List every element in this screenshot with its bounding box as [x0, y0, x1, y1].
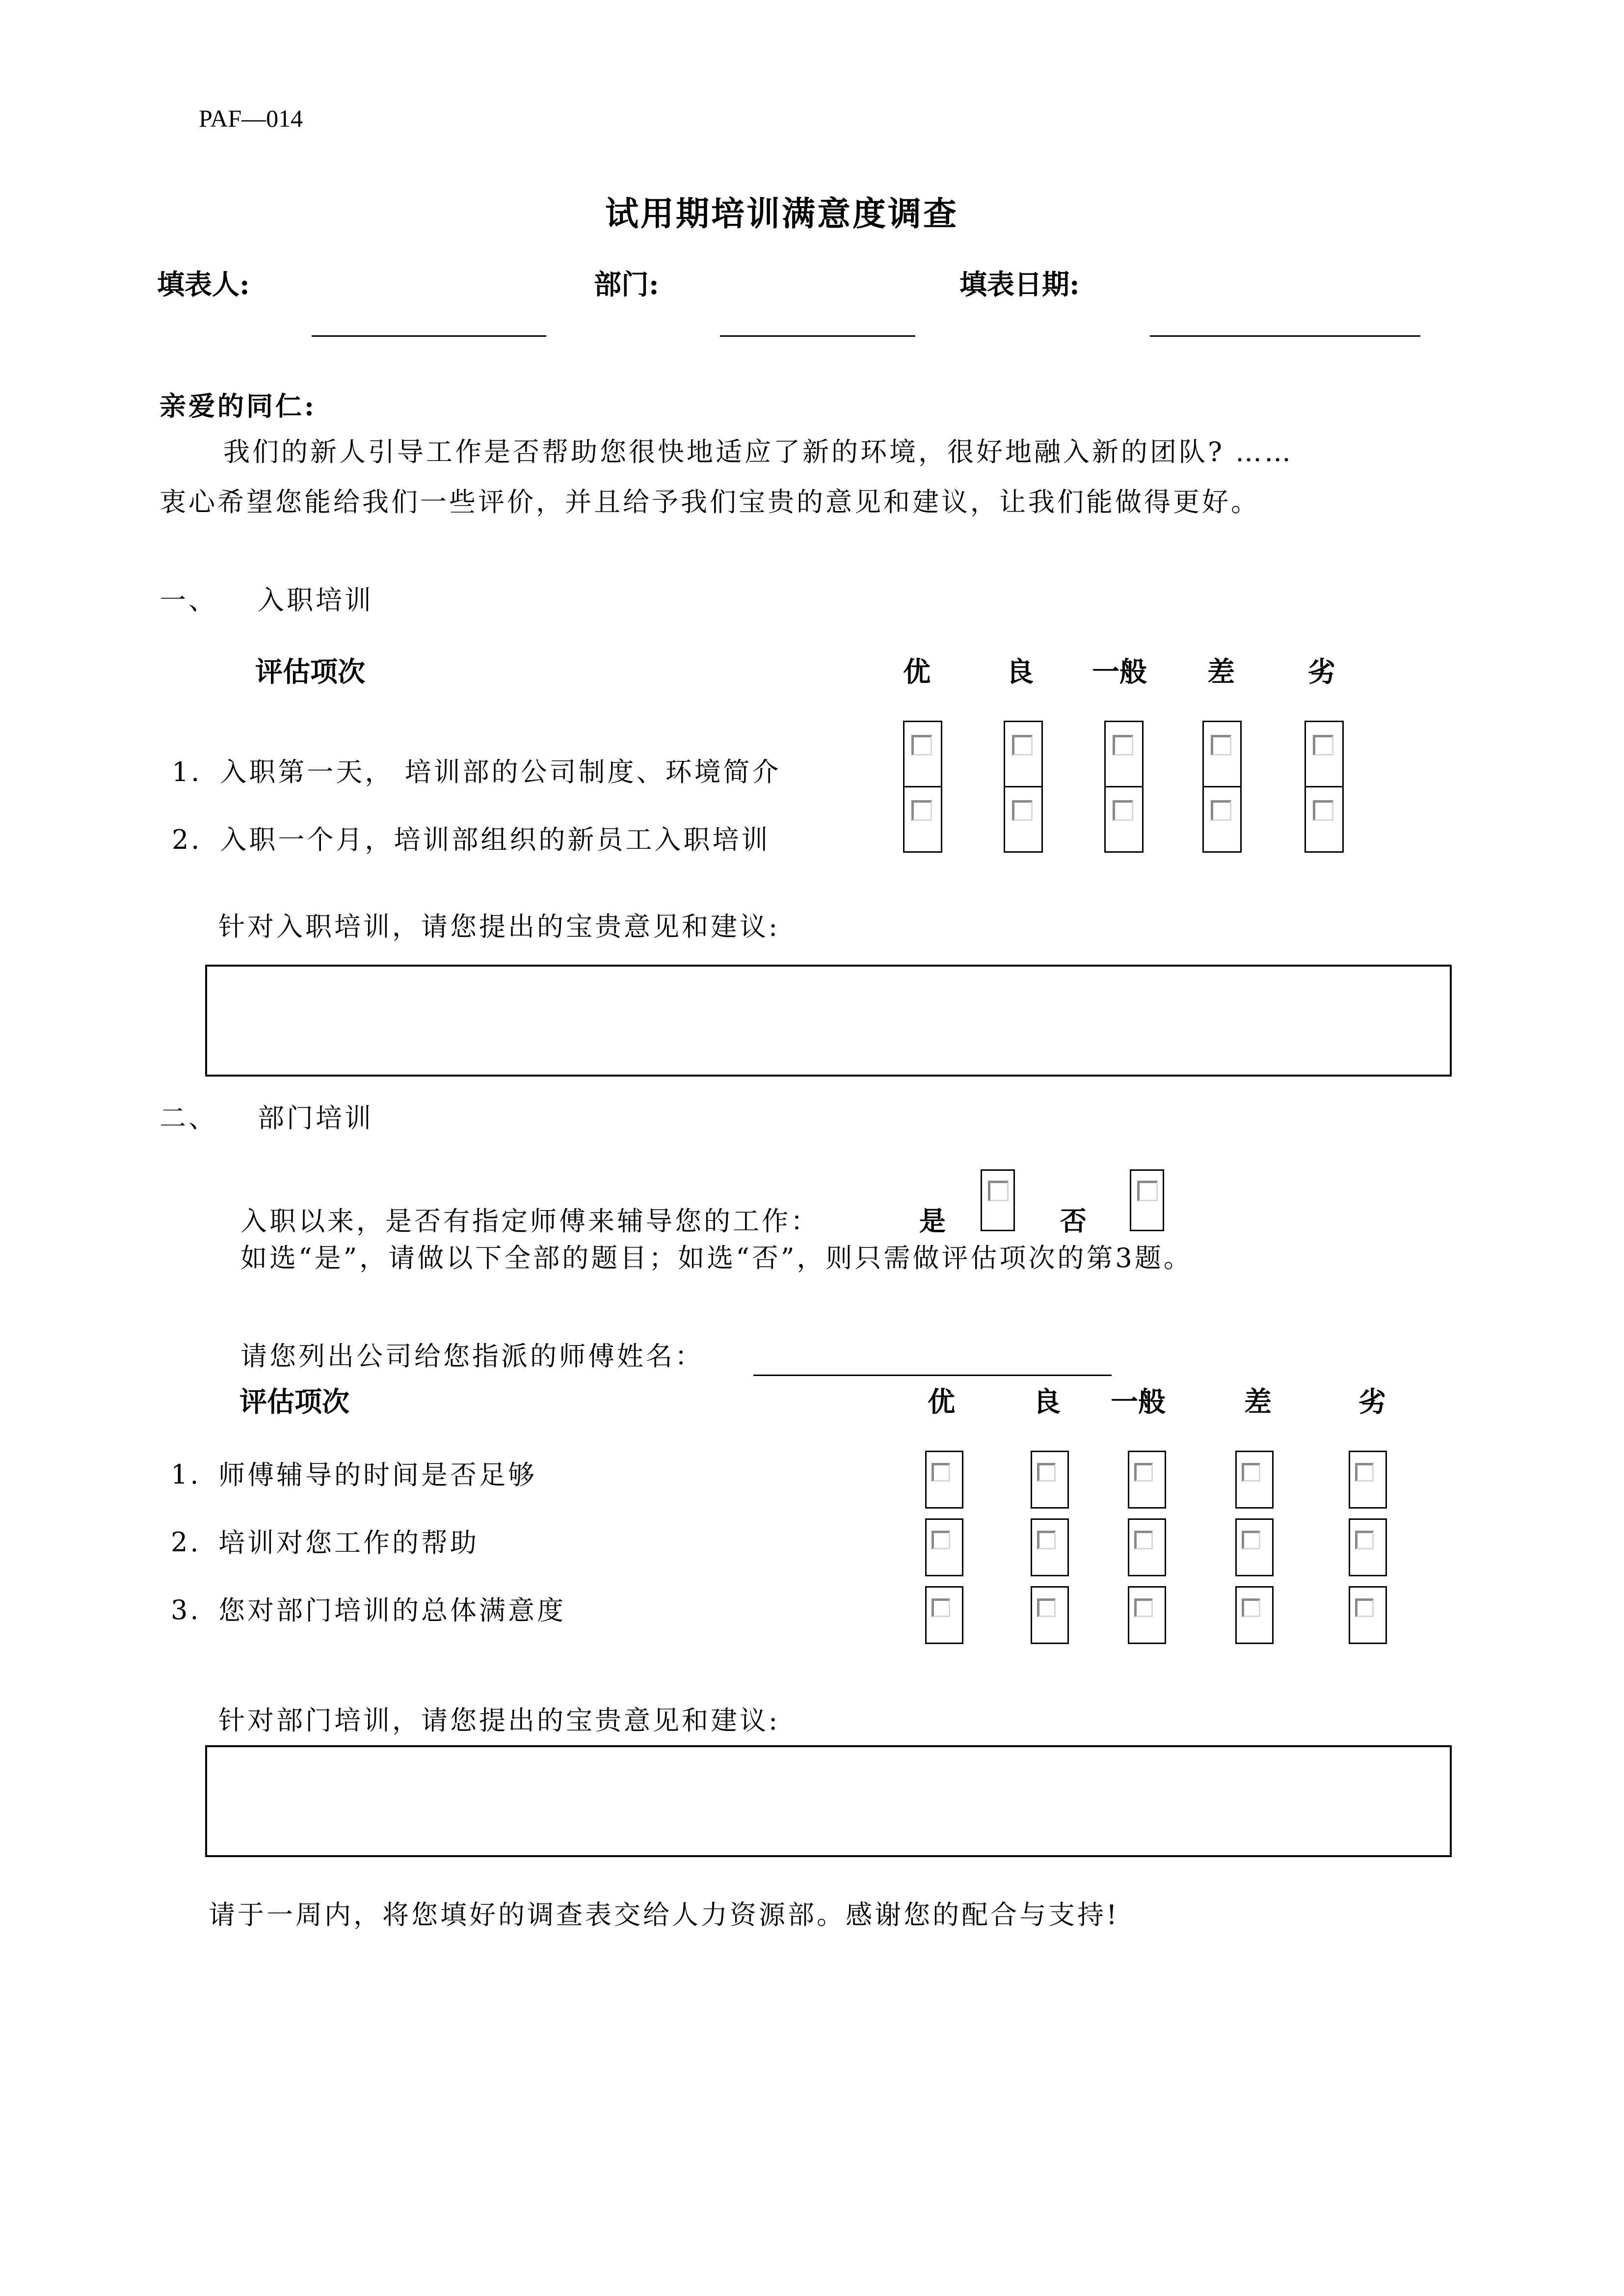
checkbox-icon [988, 1181, 1009, 1201]
section2-rating-bad: 劣 [1358, 1386, 1386, 1418]
department-label: 部门: [594, 269, 659, 301]
mentor-name-label: 请您列出公司给您指派的师傅姓名： [240, 1341, 704, 1372]
checkbox-icon [1134, 1531, 1153, 1549]
s1-item1-average-checkbox[interactable] [1104, 721, 1144, 787]
intro-line-1: 我们的新人引导工作是否帮助您很快地适应了新的环境，很好地融入新的团队? …… [223, 436, 1294, 467]
department-field-line[interactable] [720, 335, 915, 337]
mentor-name-field-line[interactable] [753, 1375, 1112, 1376]
section1-suggestion-box[interactable] [205, 965, 1452, 1077]
s2-item2-bad-checkbox[interactable] [1349, 1518, 1387, 1576]
s2-item2-poor-checkbox[interactable] [1235, 1518, 1274, 1576]
filler-field-line[interactable] [312, 335, 546, 337]
section1-rating-excellent: 优 [903, 656, 931, 688]
checkbox-icon [1355, 1531, 1374, 1549]
section2-rating-poor: 差 [1244, 1386, 1272, 1418]
section1-rating-bad: 劣 [1308, 656, 1335, 688]
date-label: 填表日期: [959, 269, 1080, 301]
s2-item1-good-checkbox[interactable] [1031, 1451, 1069, 1509]
checkbox-icon [1355, 1463, 1374, 1482]
section2-number: 二、 [160, 1103, 217, 1134]
section2-item-1: 师傅辅导的时间是否足够 [218, 1459, 537, 1490]
s2-item3-poor-checkbox[interactable] [1235, 1586, 1274, 1644]
checkbox-icon [1134, 1598, 1153, 1617]
s1-item1-bad-checkbox[interactable] [1305, 721, 1344, 787]
s2-item3-good-checkbox[interactable] [1031, 1586, 1069, 1644]
section1-eval-header: 评估项次 [255, 656, 365, 688]
s2-item3-bad-checkbox[interactable] [1349, 1586, 1387, 1644]
section1-number: 一、 [160, 585, 217, 616]
page-title: 试用期培训满意度调查 [605, 194, 959, 234]
section1-item-1: 1．入职第一天， 培训部的公司制度、环境简介 [172, 756, 781, 787]
checkbox-icon [932, 1531, 950, 1549]
s1-item1-poor-checkbox[interactable] [1202, 721, 1242, 787]
checkbox-icon [911, 800, 932, 821]
s2-item1-excellent-checkbox[interactable] [925, 1451, 963, 1509]
section2-item-number-2: 2. [171, 1527, 201, 1558]
checkbox-icon [932, 1463, 950, 1482]
mentor-question: 入职以来，是否有指定师傅来辅导您的工作： [240, 1206, 820, 1237]
date-field-line[interactable] [1150, 335, 1420, 337]
section2-suggestion-box[interactable] [205, 1745, 1452, 1857]
greeting: 亲爱的同仁: [160, 390, 317, 422]
checkbox-icon [1242, 1598, 1260, 1617]
filler-label: 填表人: [157, 269, 250, 301]
checkbox-icon [1242, 1531, 1260, 1549]
checkbox-icon [1037, 1598, 1056, 1617]
section2-rating-average: 一般 [1111, 1386, 1166, 1418]
section1-title: 入职培训 [258, 585, 373, 616]
checkbox-icon [1313, 800, 1333, 821]
s1-item2-bad-checkbox[interactable] [1305, 786, 1344, 853]
section1-rating-average: 一般 [1092, 656, 1147, 688]
s1-item1-good-checkbox[interactable] [1004, 721, 1043, 787]
section2-rating-good: 良 [1033, 1386, 1061, 1418]
section2-item-3: 您对部门培训的总体满意度 [218, 1595, 566, 1626]
s1-item2-excellent-checkbox[interactable] [903, 786, 942, 853]
section1-item-2: 2．入职一个月，培训部组织的新员工入职培训 [172, 824, 771, 855]
s2-item1-poor-checkbox[interactable] [1235, 1451, 1274, 1509]
checkbox-icon [1037, 1463, 1056, 1482]
section2-item-2: 培训对您工作的帮助 [218, 1527, 479, 1558]
checkbox-icon [911, 735, 932, 756]
checkbox-icon [1313, 735, 1333, 756]
checkbox-icon [1137, 1181, 1158, 1201]
s2-item2-good-checkbox[interactable] [1031, 1518, 1069, 1576]
form-code: PAF—014 [199, 105, 303, 132]
checkbox-icon [932, 1598, 950, 1617]
s1-item2-average-checkbox[interactable] [1104, 786, 1144, 853]
section2-title: 部门培训 [258, 1103, 373, 1134]
s2-item1-average-checkbox[interactable] [1128, 1451, 1166, 1509]
s2-item3-average-checkbox[interactable] [1128, 1586, 1166, 1644]
checkbox-icon [1134, 1463, 1153, 1482]
s1-item2-poor-checkbox[interactable] [1202, 786, 1242, 853]
checkbox-icon [1355, 1598, 1374, 1617]
section1-rating-poor: 差 [1207, 656, 1235, 688]
footer-note: 请于一周内，将您填好的调查表交给人力资源部。感谢您的配合与支持! [209, 1899, 1119, 1930]
section1-suggestion-prompt: 针对入职培训，请您提出的宝贵意见和建议: [218, 911, 780, 942]
s2-item2-average-checkbox[interactable] [1128, 1518, 1166, 1576]
section2-rating-excellent: 优 [928, 1386, 955, 1418]
mentor-no-label: 否 [1060, 1205, 1089, 1237]
mentor-yes-checkbox[interactable] [981, 1169, 1015, 1231]
section2-eval-header: 评估项次 [240, 1386, 349, 1418]
checkbox-icon [1113, 735, 1133, 756]
checkbox-icon [1012, 735, 1033, 756]
s2-item3-excellent-checkbox[interactable] [925, 1586, 963, 1644]
checkbox-icon [1113, 800, 1133, 821]
section2-item-number-3: 3. [171, 1594, 201, 1625]
checkbox-icon [1012, 800, 1033, 821]
section2-item-number-1: 1. [171, 1459, 201, 1490]
s2-item1-bad-checkbox[interactable] [1349, 1451, 1387, 1509]
s2-item2-excellent-checkbox[interactable] [925, 1518, 963, 1576]
intro-line-2: 衷心希望您能给我们一些评价，并且给予我们宝贵的意见和建议，让我们能做得更好。 [160, 486, 1260, 517]
section2-suggestion-prompt: 针对部门培训，请您提出的宝贵意见和建议: [218, 1705, 780, 1736]
checkbox-icon [1211, 800, 1231, 821]
checkbox-icon [1037, 1531, 1056, 1549]
checkbox-icon [1242, 1463, 1260, 1482]
s1-item1-excellent-checkbox[interactable] [903, 721, 942, 787]
mentor-yes-label: 是 [919, 1205, 948, 1237]
s1-item2-good-checkbox[interactable] [1004, 786, 1043, 853]
section1-rating-good: 良 [1006, 656, 1034, 688]
checkbox-icon [1211, 735, 1231, 756]
mentor-no-checkbox[interactable] [1130, 1169, 1164, 1231]
section2-instruction: 如选“是”，请做以下全部的题目；如选“否”，则只需做评估项次的第3题。 [240, 1243, 1193, 1273]
